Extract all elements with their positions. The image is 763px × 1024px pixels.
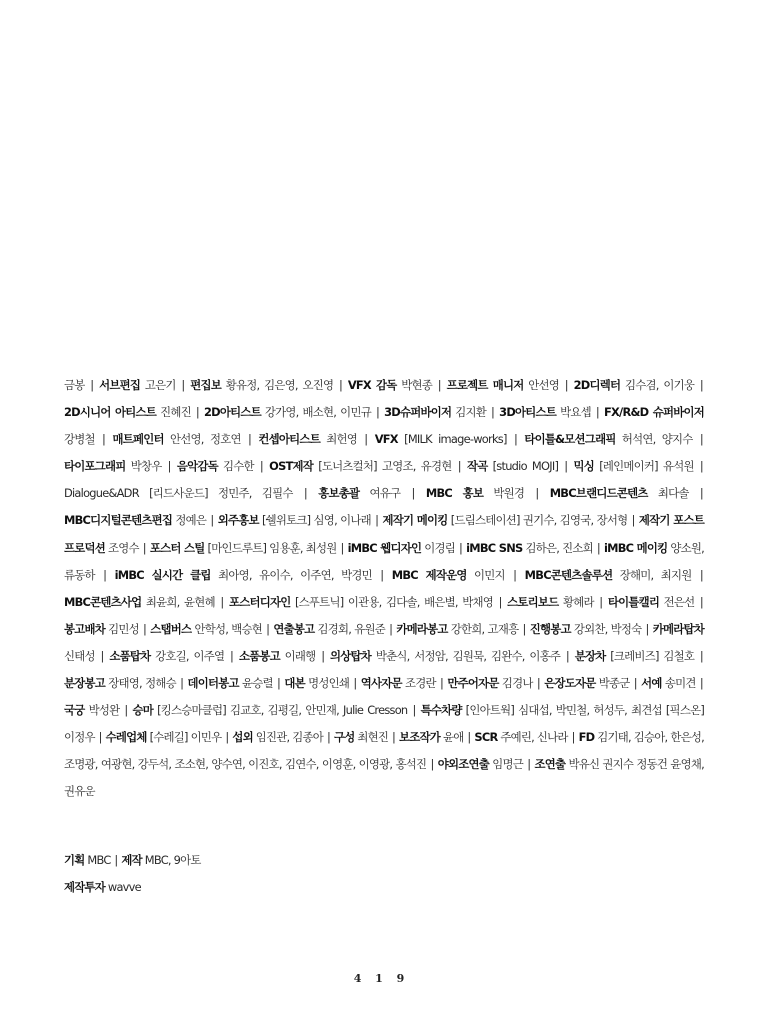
- credit-role: 승마: [132, 703, 154, 718]
- credit-names: 박춘식, 서정암, 김원묵, 김완수, 이홍주: [375, 648, 561, 663]
- separator: |: [162, 459, 176, 474]
- separator: |: [593, 540, 603, 555]
- investment-role: 제작투자: [64, 880, 106, 894]
- credit-entry: [467, 459, 558, 473]
- credit-role: MBC디지털콘텐츠편집: [64, 513, 173, 528]
- credit-entry: [64, 622, 139, 636]
- credit-names: 신태성: [64, 648, 95, 663]
- credit-role: 분장봉고: [64, 676, 106, 691]
- separator: |: [350, 676, 360, 691]
- credit-names: 임명근: [492, 757, 523, 772]
- separator: |: [191, 405, 203, 420]
- credit-entry: [608, 595, 695, 609]
- credit-entry: [499, 405, 591, 419]
- separator: |: [337, 540, 347, 555]
- credit-names: 안선영, 정호연: [170, 432, 241, 447]
- separator: |: [464, 730, 474, 745]
- credit-role: 작곡: [466, 459, 488, 474]
- page-number: 4 1 9: [353, 972, 410, 985]
- credit-entry: [258, 432, 357, 446]
- credit-entry: [239, 649, 316, 663]
- separator: |: [433, 378, 446, 392]
- credit-entry: [273, 622, 385, 636]
- credit-role: 포스터 스틸: [149, 540, 205, 555]
- production-credits: [64, 847, 704, 901]
- credit-entry: [133, 703, 408, 717]
- credit-names: 윤애: [442, 730, 464, 745]
- credit-names: [도너츠컬처] 고영조, 유경현: [318, 459, 452, 474]
- separator: |: [176, 378, 190, 392]
- credit-role: 음악감독: [176, 459, 218, 474]
- separator: |: [525, 486, 549, 501]
- credit-role: SCR: [474, 730, 498, 745]
- separator: |: [456, 540, 466, 555]
- separator: |: [207, 513, 217, 528]
- credit-role: 2D시니어 아티스트: [64, 405, 157, 420]
- separator: |: [334, 378, 347, 392]
- separator: |: [371, 513, 382, 528]
- credit-entry: [112, 432, 240, 446]
- production-line-1: 기획 MBC | 제작 MBC, 9아토: [64, 853, 201, 867]
- credit-names: 안학성, 백승현: [194, 621, 262, 636]
- credit-role: 은장도자문: [544, 676, 596, 691]
- separator: |: [401, 486, 425, 501]
- credit-role: FX/R&D 슈퍼바이저: [603, 405, 704, 420]
- separator: |: [372, 567, 391, 582]
- credit-entry: [361, 676, 436, 690]
- credit-names: 박창우: [130, 459, 162, 474]
- separator: |: [692, 567, 703, 582]
- separator: |: [408, 703, 420, 718]
- credit-names: 조영수: [108, 540, 139, 555]
- separator: |: [254, 459, 269, 474]
- credit-names: 여유구: [369, 486, 401, 501]
- credit-role: 만주어자문: [447, 676, 499, 691]
- credit-names: 강가영, 배소현, 이민규: [264, 405, 371, 420]
- credit-entry: [447, 378, 559, 392]
- separator: |: [519, 621, 529, 636]
- credit-role: 프로젝트 매니저: [446, 378, 524, 392]
- credit-names: [studio MOJI]: [492, 459, 559, 474]
- credit-names: 이민지: [474, 567, 505, 582]
- credit-names: 이경림: [424, 540, 456, 555]
- credit-role: 포스터디자인: [228, 594, 291, 609]
- credit-names: 김민성: [108, 621, 139, 636]
- credit-entry: [64, 676, 176, 690]
- credit-role: 카메라탑차: [652, 621, 705, 636]
- credit-role: 분장차: [574, 648, 606, 663]
- credit-names: [쉘위토크] 심영, 이나래: [261, 513, 371, 528]
- credit-entry: [64, 595, 215, 609]
- separator: |: [628, 513, 638, 528]
- credit-role: 야외조연출: [437, 757, 490, 772]
- credit-names: 정예은: [175, 513, 207, 528]
- separator: |: [630, 676, 641, 691]
- credit-names: 안선영: [528, 378, 560, 392]
- credit-role: VFX 감독: [347, 378, 397, 392]
- credit-role: 의상탑차: [330, 648, 372, 663]
- credit-entry: [64, 513, 206, 527]
- separator: |: [694, 459, 703, 474]
- separator: |: [215, 594, 228, 609]
- credit-role: iMBC 웹디자인: [347, 540, 422, 555]
- credit-entry: [187, 676, 272, 690]
- credit-role: 카메라봉고: [396, 621, 448, 636]
- credit-entry: [574, 378, 695, 392]
- credit-role: 2D아티스트: [203, 405, 261, 420]
- separator: |: [494, 594, 507, 609]
- separator: |: [693, 432, 703, 447]
- credit-entry: [232, 730, 323, 744]
- credit-names: 황혜라: [562, 594, 594, 609]
- credit-entry: [64, 378, 85, 392]
- credit-role: 구성: [333, 730, 355, 745]
- separator: |: [436, 676, 447, 691]
- credit-entry: [447, 676, 532, 690]
- separator: |: [427, 757, 437, 772]
- separator: |: [559, 459, 573, 474]
- credit-entry: [384, 405, 486, 419]
- credit-role: 3D슈퍼바이저: [384, 405, 452, 420]
- credit-entry: [99, 378, 176, 392]
- credit-names: 금봉: [64, 378, 85, 392]
- credit-names: 명성인쇄: [308, 676, 350, 691]
- credit-role: 서브편집: [99, 378, 141, 392]
- separator: |: [695, 378, 703, 392]
- investment-names: wavve: [107, 880, 141, 894]
- credit-entry: [382, 513, 627, 527]
- credit-role: 역사자문: [360, 676, 402, 691]
- credit-names: 송미견: [664, 676, 696, 691]
- credit-names: 최현진: [357, 730, 389, 745]
- credit-role: iMBC 실시간 클립: [114, 567, 211, 582]
- credit-role: 보조작가: [399, 730, 441, 745]
- credit-names: 강한희, 고재흥: [450, 621, 519, 636]
- credit-names: 박원경: [493, 486, 525, 501]
- credit-entry: [177, 459, 254, 473]
- credit-names: 주예린, 신나라: [500, 730, 568, 745]
- separator: |: [696, 676, 703, 691]
- credit-role: 3D아티스트: [499, 405, 557, 420]
- credit-names: 강병철: [64, 432, 95, 447]
- credit-entry: [392, 568, 505, 582]
- credit-names: Dialogue&ADR [리드사운드] 정민주, 김필수: [64, 486, 293, 501]
- credit-role: 스탭버스: [150, 621, 192, 636]
- separator: |: [225, 648, 238, 663]
- credit-role: 매트페인터: [112, 432, 164, 447]
- credit-entry: [474, 730, 567, 744]
- credit-role: iMBC SNS: [466, 540, 523, 555]
- credit-role: 외주홍보: [217, 513, 259, 528]
- separator: |: [695, 594, 703, 609]
- credit-names: [인아트웍] 심대섭, 박민철, 허성두, 최견섭 [픽스온] 이정우: [64, 703, 705, 745]
- separator: |: [452, 459, 466, 474]
- separator: |: [139, 621, 150, 636]
- credit-role: 소품봉고: [238, 648, 280, 663]
- credit-entry: [524, 432, 692, 446]
- credit-entry: [550, 486, 689, 500]
- credit-role: 대본: [284, 676, 305, 691]
- credit-role: 섭외: [232, 730, 253, 745]
- credit-names: [레인메이커] 유석원: [599, 459, 694, 474]
- separator: |: [316, 648, 330, 663]
- separator: |: [176, 676, 187, 691]
- separator: |: [695, 648, 703, 663]
- credit-names: 박종군: [598, 676, 630, 691]
- credit-names: 김수겸, 이기웅: [625, 378, 695, 392]
- credit-names: 양소원, 류동하: [64, 540, 704, 582]
- separator: |: [505, 567, 524, 582]
- separator: |: [594, 594, 607, 609]
- separator: |: [533, 676, 544, 691]
- credit-names: 김경나: [501, 676, 533, 691]
- credit-entry: [204, 405, 371, 419]
- separator: |: [324, 730, 333, 745]
- separator: |: [95, 432, 112, 447]
- credit-names: 김지환: [455, 405, 487, 420]
- credit-role: 제작기 포스트 프로덕션: [64, 513, 704, 555]
- credit-names: 고은기: [144, 378, 176, 392]
- separator: |: [273, 676, 284, 691]
- separator: |: [371, 405, 384, 420]
- credit-entry: [426, 486, 524, 500]
- credit-entry: [348, 541, 455, 555]
- credit-names: 장태영, 정해승: [108, 676, 176, 691]
- credit-entry: [330, 649, 560, 663]
- credit-entry: [348, 378, 432, 392]
- credit-role: 서예: [641, 676, 662, 691]
- credit-names: 최다솔: [657, 486, 689, 501]
- credit-role: OST제작: [269, 459, 314, 474]
- credit-names: 이래행: [284, 648, 316, 663]
- credit-names: [수레길] 이민우: [149, 730, 222, 745]
- credit-entry: [641, 676, 696, 690]
- credit-role: 데이터봉고: [187, 676, 239, 691]
- credit-role: FD: [578, 730, 595, 745]
- credit-role: VFX: [374, 432, 398, 447]
- separator: |: [241, 432, 258, 447]
- credit-names: 윤승렬: [242, 676, 273, 691]
- separator: |: [85, 378, 99, 392]
- separator: |: [95, 567, 114, 582]
- separator: |: [642, 621, 652, 636]
- credit-names: 최헌영: [326, 432, 358, 447]
- credit-entry: [229, 595, 493, 609]
- credit-entry: [466, 541, 593, 555]
- credit-names: 박현종: [401, 378, 433, 392]
- production-line-2: [64, 874, 704, 901]
- credit-entry: [318, 486, 400, 500]
- credit-names: 황유정, 김은영, 오진영: [225, 378, 334, 392]
- credit-names: [크레비즈] 김철호: [610, 648, 695, 663]
- separator: |: [293, 486, 318, 501]
- credit-entry: [574, 459, 694, 473]
- credit-names: 박유신 권지수 정동건 윤영채, 권유운: [64, 757, 704, 799]
- credit-names: 조경란: [404, 676, 436, 691]
- credit-role: 컨셉아티스트: [258, 432, 320, 447]
- credit-entry: [190, 378, 333, 392]
- credit-entry: [64, 405, 191, 419]
- credit-role: 수레업체: [105, 730, 147, 745]
- credit-names: [스푸트닉] 이관용, 김다솔, 배은별, 박채영: [294, 594, 494, 609]
- credit-entry: [438, 757, 523, 771]
- credit-entry: [115, 568, 372, 582]
- credit-role: 믹싱: [573, 459, 595, 474]
- credit-role: MBC 제작운영: [391, 567, 467, 582]
- credit-role: MBC 홍보: [425, 486, 484, 501]
- credit-entry: [106, 730, 222, 744]
- credit-role: MBC브랜디드콘텐츠: [549, 486, 648, 501]
- credit-names: 허석연, 양지수: [621, 432, 693, 447]
- credit-role: iMBC 메이킹: [603, 540, 668, 555]
- credit-entry: [334, 730, 388, 744]
- production-names: MBC, 9아토: [144, 853, 201, 867]
- production-role: 제작: [121, 853, 142, 867]
- credit-role: 진행봉고: [529, 621, 571, 636]
- credit-entry: [64, 486, 293, 500]
- credit-role: 봉고배차: [64, 621, 106, 636]
- credit-entry: [269, 459, 451, 473]
- credit-role: 타이포그래피: [64, 459, 126, 474]
- credit-role: 편집보: [190, 378, 221, 392]
- credit-names: 김경회, 유원준: [317, 621, 386, 636]
- credit-names: 박성완: [88, 703, 120, 718]
- separator: |: [139, 540, 149, 555]
- credit-names: 최아영, 유이수, 이주연, 박경민: [218, 567, 372, 582]
- production-names: MBC: [87, 853, 111, 867]
- credit-entry: [530, 622, 642, 636]
- credit-role: MBC콘텐츠솔루션: [524, 567, 613, 582]
- credit-entry: [150, 541, 337, 555]
- credit-role: 특수차량: [420, 703, 462, 718]
- credit-entry: [284, 676, 349, 690]
- separator: |: [95, 648, 109, 663]
- separator: |: [591, 405, 603, 420]
- credit-names: 장해미, 최지원: [619, 567, 692, 582]
- credit-names: 임진관, 김종아: [255, 730, 324, 745]
- credit-role: 홍보총괄: [318, 486, 360, 501]
- credit-entry: [109, 649, 224, 663]
- separator: |: [389, 730, 399, 745]
- credit-names: [MILK image-works]: [404, 432, 507, 447]
- credit-names: 박요셉: [560, 405, 591, 420]
- credit-names: 강호길, 이주열: [155, 648, 225, 663]
- credit-entry: [64, 703, 119, 717]
- credit-role: 연출봉고: [273, 621, 315, 636]
- credit-names: 김수한: [223, 459, 254, 474]
- credit-entry: [525, 568, 692, 582]
- credit-entry: [375, 432, 507, 446]
- credit-role: MBC콘텐츠사업: [64, 594, 142, 609]
- separator: |: [120, 703, 132, 718]
- credit-role: 2D디렉터: [573, 378, 621, 392]
- separator: |: [262, 621, 273, 636]
- credit-entry: [507, 595, 594, 609]
- separator: |: [568, 730, 578, 745]
- separator: |: [689, 486, 703, 501]
- credit-entry: [396, 622, 518, 636]
- credit-entry: [150, 622, 262, 636]
- credit-names: 김하은, 진소희: [525, 540, 593, 555]
- credit-names: 김기태, 김승아, 한은성, 조명광, 여광현, 강두석, 조소현, 양수연, 이진호, 김연수, 이영훈, 이영광, 홍석진: [64, 730, 704, 772]
- credit-names: 진혜진: [160, 405, 191, 420]
- credit-role: 소품탑차: [109, 648, 151, 663]
- separator: |: [507, 432, 524, 447]
- separator: |: [560, 378, 573, 392]
- separator: |: [95, 730, 105, 745]
- separator: |: [386, 621, 396, 636]
- credit-role: 스토리보드: [507, 594, 559, 609]
- credit-entry: [218, 513, 371, 527]
- credit-role: 타이틀캘리: [607, 594, 660, 609]
- credit-names: [마인드루트] 임용훈, 최성원: [207, 540, 337, 555]
- credits-block: [64, 372, 704, 806]
- credit-entry: [399, 730, 463, 744]
- separator: |: [524, 757, 534, 772]
- credit-names: [드림스테이션] 권기수, 김영국, 장서형: [450, 513, 628, 528]
- credit-role: 조연출: [534, 757, 566, 772]
- credit-entry: [575, 649, 694, 663]
- separator: |: [487, 405, 499, 420]
- credit-names: [킹스승마클럽] 김교호, 김평길, 안민재, Julie Cresson: [157, 703, 408, 718]
- separator: |: [358, 432, 374, 447]
- credit-entry: [544, 676, 629, 690]
- credit-names: 최윤희, 윤현혜: [145, 594, 215, 609]
- credit-names: 전은선: [663, 594, 695, 609]
- credit-entry: [64, 459, 161, 473]
- separator: |: [222, 730, 232, 745]
- production-role: 기획: [64, 853, 85, 867]
- credit-role: 제작기 메이킹: [382, 513, 448, 528]
- credit-role: 타이틀&모션그래픽: [524, 432, 616, 447]
- credit-names: 강외찬, 박정숙: [573, 621, 642, 636]
- separator: |: [561, 648, 574, 663]
- credit-role: 국궁: [64, 703, 85, 718]
